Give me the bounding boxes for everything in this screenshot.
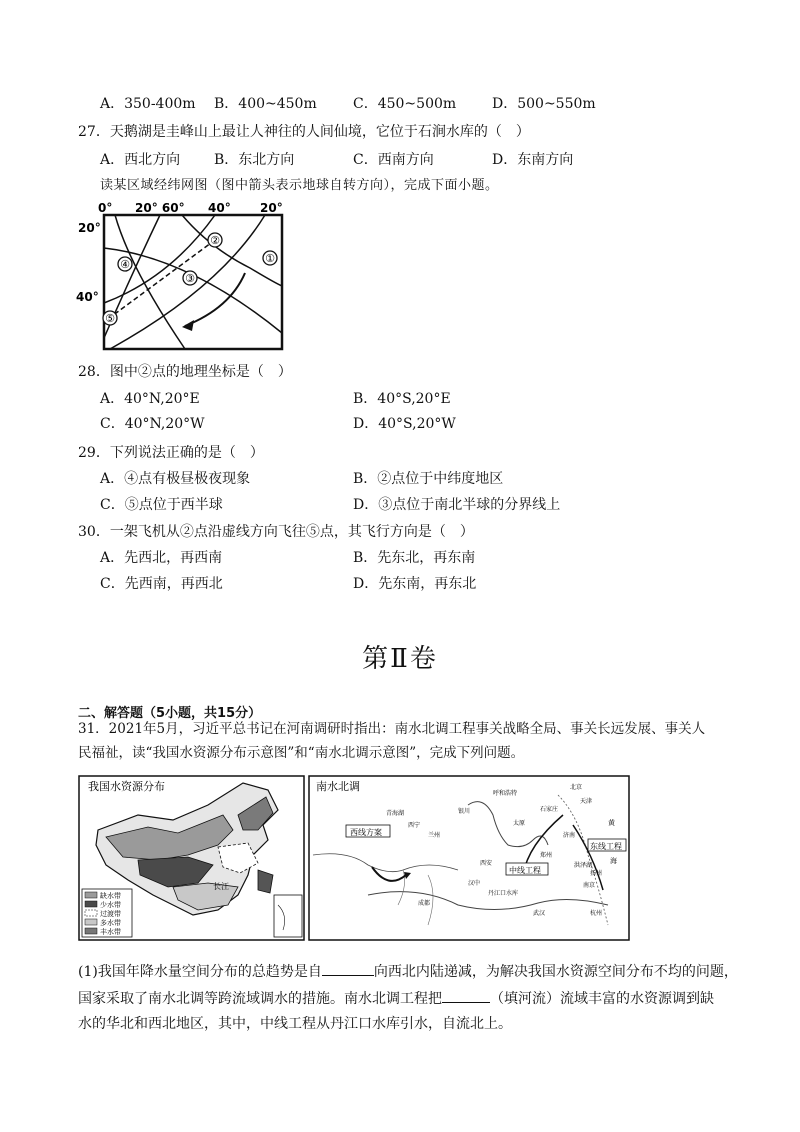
legend-1: 少水带 [100, 901, 121, 909]
q30-option-d: D．先东南，再东北 [353, 576, 477, 592]
legend-3: 多水带 [100, 919, 121, 927]
right-map-title: 南水北调 [316, 780, 360, 793]
q28-stem: 28．图中②点的地理坐标是（ ） [78, 364, 292, 380]
route-middle: 中线工程 [509, 866, 541, 875]
q28-option-a: A．40°N,20°E [100, 391, 200, 407]
q29-stem: 29．下列说法正确的是（ ） [78, 445, 264, 461]
place-tianjin: 天津 [580, 798, 593, 805]
yangtze-label: 长江 [213, 882, 229, 891]
intro-text: 读某区域经纬网图（图中箭头表示地球自转方向），完成下面小题。 [100, 178, 499, 193]
q28-option-d: D．40°S,20°W [353, 416, 456, 432]
place-yangzhou: 扬州 [590, 870, 603, 877]
place-zhengzhou: 郑州 [540, 852, 553, 859]
q29-option-c: C．⑤点位于西半球 [100, 497, 223, 513]
place-shijiazhuang: 石家庄 [540, 806, 559, 813]
q28-option-c: C．40°N,20°W [100, 416, 205, 432]
q26-option-d: D．500~550m [492, 96, 596, 112]
water-resources-map [78, 775, 305, 941]
q31-1-line2a: 国家采取了南水北调等跨流域调水的措施。南水北调工程把 [78, 991, 442, 1007]
point-1: ① [265, 252, 275, 265]
q29-option-a: A．④点有极昼极夜现象 [100, 471, 251, 487]
point-2: ② [210, 234, 220, 247]
place-taiyuan: 太原 [513, 820, 526, 827]
q27-stem: 27．天鹅湖是圭峰山上最让人神往的人间仙境，它位于石涧水库的（ ） [78, 124, 530, 140]
q29-option-d: D．③点位于南北半球的分界线上 [353, 497, 561, 513]
q26-option-a: A．350-400m [100, 96, 196, 112]
q27-option-a: A．西北方向 [100, 152, 181, 168]
point-5: ⑤ [105, 312, 115, 325]
q30-option-a: A．先西北，再西南 [100, 550, 223, 566]
place-hanzhong: 汉中 [468, 880, 481, 887]
left-label-0: 20° [78, 221, 101, 235]
place-xining: 西宁 [408, 822, 421, 829]
q31-line2: 民福祉，读“我国水资源分布示意图”和“南水北调示意图”，完成下列问题。 [78, 745, 525, 761]
legend-2: 过渡带 [100, 910, 121, 918]
route-west: 西线方案 [350, 828, 382, 837]
route-east: 东线工程 [590, 842, 622, 851]
q31-1-line2 [78, 988, 714, 1009]
graticule-figure [70, 198, 295, 358]
part-title: 第Ⅱ卷 [362, 644, 438, 674]
q27-option-b: B．东北方向 [214, 152, 295, 168]
q29-option-b: B．②点位于中纬度地区 [353, 471, 504, 487]
q27-option-d: D．东南方向 [492, 152, 574, 168]
q31-1-part1: (1)我国年降水量空间分布的总趋势是自 [78, 964, 322, 980]
place-chengdu: 成都 [418, 900, 431, 907]
q31-1-line2b: （填河流）流域丰富的水资源调到缺 [490, 991, 714, 1007]
place-qinghai-lake: 青海湖 [386, 810, 405, 817]
place-danjiangkou: 丹江口水库 [488, 890, 519, 897]
place-hongze-lake: 洪泽湖 [574, 862, 593, 869]
water-transfer-map [308, 775, 630, 941]
legend-0: 缺水带 [100, 892, 121, 900]
left-label-1: 40° [76, 290, 99, 304]
place-beijing: 北京 [570, 784, 583, 791]
q30-option-c: C．先西南，再西北 [100, 576, 223, 592]
q28-option-b: B．40°S,20°E [353, 391, 451, 407]
section-heading: 二、解答题（5小题，共15分） [78, 706, 262, 721]
point-4: ④ [120, 258, 130, 271]
place-nanjing: 南京 [583, 882, 596, 889]
left-map-title: 我国水资源分布 [88, 780, 165, 793]
point-3: ③ [185, 272, 195, 285]
q30-stem: 30．一架飞机从②点沿虚线方向飞往⑤点，其飞行方向是（ ） [78, 524, 474, 540]
place-yinchuan: 银川 [458, 808, 471, 815]
answer-blank-2[interactable] [442, 988, 490, 1003]
q31-line1: 31．2021年5月，习近平总书记在河南调研时指出：南水北调工程事关战略全局、事关长远发展、事关人 [78, 721, 706, 737]
place-huang: 黄 [608, 819, 615, 827]
place-hangzhou: 杭州 [590, 910, 603, 917]
answer-blank-1[interactable] [322, 961, 374, 976]
q26-option-c: C．450~500m [353, 96, 457, 112]
place-hohhot: 呼和浩特 [493, 790, 518, 797]
top-label-3: 20° [260, 201, 283, 215]
place-jinan: 济南 [563, 832, 576, 839]
q26-option-b: B．400~450m [214, 96, 317, 112]
q30-option-b: B．先东北，再东南 [353, 550, 476, 566]
q31-1-line3: 水的华北和西北地区，其中，中线工程从丹江口水库引水，自流北上。 [78, 1016, 512, 1032]
q31-1-line1 [78, 961, 738, 982]
top-label-2: 40° [208, 201, 231, 215]
top-label-1: 20° 60° [135, 201, 185, 215]
place-lanzhou: 兰州 [428, 832, 441, 839]
place-xian: 西安 [480, 860, 493, 867]
place-wuhan: 武汉 [533, 910, 546, 917]
q31-1-part2: 向西北内陆递减，为解决我国水资源空间分布不均的问题， [373, 964, 738, 980]
legend-4: 丰水带 [100, 928, 121, 936]
top-label-0: 0° [98, 201, 113, 215]
place-hai: 海 [610, 857, 617, 865]
q27-option-c: C．西南方向 [353, 152, 434, 168]
